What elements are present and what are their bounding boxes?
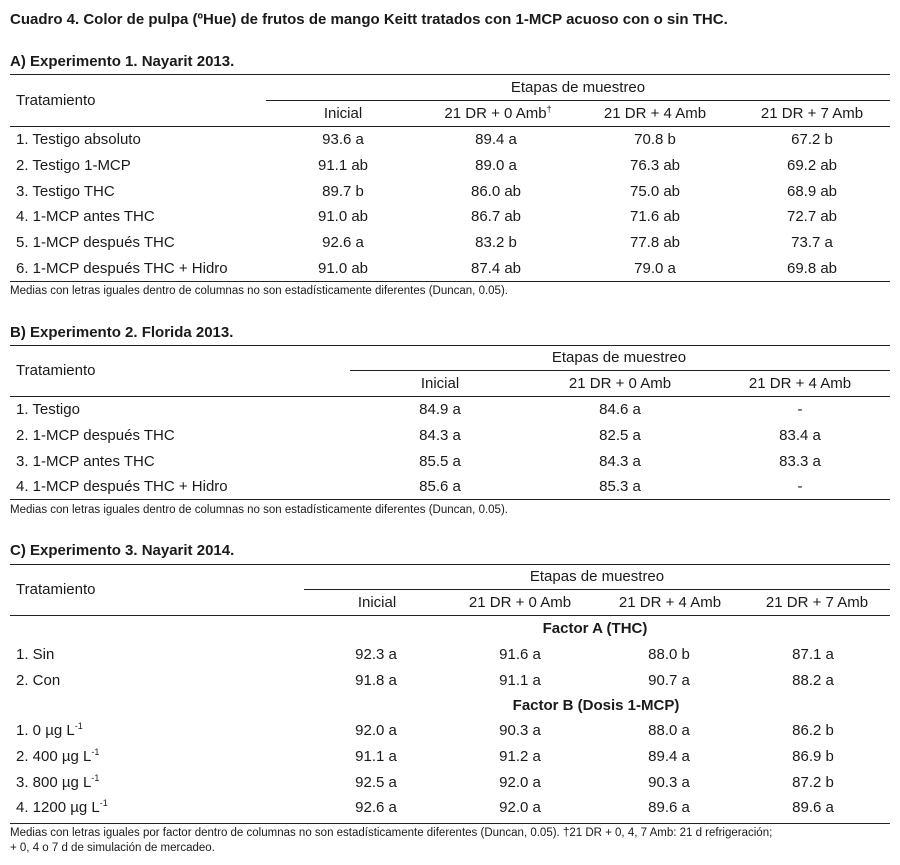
- exp3-col-4amb: 21 DR + 4 Amb: [618, 594, 722, 611]
- exp3-b-row-value: 90.3 a: [499, 722, 541, 739]
- exp2-row-value: 84.3 a: [599, 452, 641, 470]
- exp1-row-value: 91.1 ab: [317, 156, 369, 174]
- exp3-b-row-value: 86.2 b: [792, 722, 834, 739]
- exp3-a-row-label: 2. Con: [16, 671, 61, 689]
- exp1-row-value: 83.2 b: [475, 234, 517, 252]
- exp2-row-value: 84.9 a: [419, 401, 461, 418]
- exp1-row-label: 6. 1-MCP después THC + Hidro: [16, 260, 228, 277]
- exp2-title: B) Experimento 2. Florida 2013.: [10, 324, 234, 341]
- exp3-b-row-value: 88.0 a: [648, 722, 690, 739]
- exp2-row-value: 84.3 a: [419, 426, 461, 444]
- exp3-factor-a-heading: Factor A (THC): [542, 620, 648, 637]
- exp2-row-value: 85.3 a: [599, 478, 641, 496]
- exp3-stage-header: Etapas de muestreo: [529, 568, 665, 585]
- exp1-row-value: 91.0 ab: [317, 260, 369, 277]
- exp1-footnote: Medias con letras iguales dentro de columnas no son estadísticamente diferentes (Duncan, 0.05).: [10, 285, 508, 297]
- exp3-b-row-value: 89.6 a: [792, 799, 834, 817]
- exp3-b-row-label: 2. 400 µg $L^{-1}$: [16, 746, 100, 765]
- exp1-row-value: 69.2 ab: [786, 156, 838, 174]
- exp2-row-value: 85.5 a: [419, 452, 461, 470]
- exp3-factor-b-heading: Factor B (Dosis 1-MCP): [512, 697, 680, 714]
- exp1-row-value: 86.7 ab: [470, 208, 522, 226]
- exp1-row-label: 1. Testigo absoluto: [16, 131, 141, 148]
- exp2-row-label: 3. 1-MCP antes THC: [16, 452, 155, 470]
- exp1-row-value: 67.2 b: [791, 131, 833, 148]
- exp1-row-value: 89.0 a: [475, 156, 517, 174]
- exp1-row-value: 91.0 ab: [317, 208, 369, 226]
- exp2-top-rule: [10, 345, 890, 346]
- exp1-row-value: 76.3 ab: [629, 156, 681, 174]
- exp1-row-value: 77.8 ab: [629, 234, 681, 252]
- exp2-row-value: 84.6 a: [599, 401, 641, 418]
- exp3-a-row-value: 91.6 a: [499, 646, 541, 663]
- exp3-a-row-label: 1. Sin: [16, 646, 55, 663]
- exp1-col-inicial: Inicial: [323, 105, 363, 122]
- exp1-stage-rule: [266, 100, 890, 101]
- exp3-b-row-value: 87.2 b: [792, 773, 834, 791]
- exp2-row-value: 85.6 a: [419, 478, 461, 496]
- exp1-title: A) Experimento 1. Nayarit 2013.: [10, 53, 235, 70]
- exp3-col-7amb: 21 DR + 7 Amb: [765, 594, 869, 611]
- exp3-title: C) Experimento 3. Nayarit 2014.: [10, 542, 235, 559]
- exp3-b-row-value: 89.6 a: [648, 799, 690, 817]
- exp1-col-0amb: 21 DR + 0 Amb†: [444, 104, 552, 122]
- exp3-b-row-value: 90.3 a: [648, 773, 690, 791]
- exp1-col-7amb: 21 DR + 7 Amb: [760, 105, 864, 122]
- exp1-col-4amb: 21 DR + 4 Amb: [603, 105, 707, 122]
- exp2-row-label: 4. 1-MCP después THC + Hidro: [16, 478, 228, 496]
- exp3-b-row-value: 92.0 a: [499, 773, 541, 791]
- exp1-row-value: 93.6 a: [322, 131, 364, 148]
- exp1-bottom-rule: [10, 281, 890, 282]
- exp3-b-row-label: 3. 800 µg $L^{-1}$: [16, 772, 100, 791]
- exp2-row-value: 82.5 a: [599, 426, 641, 444]
- exp1-row-label: 5. 1-MCP después THC: [16, 234, 175, 252]
- exp1-row-value: 89.4 a: [475, 131, 517, 148]
- exp1-row-value: 92.6 a: [322, 234, 364, 252]
- exp2-bottom-rule: [10, 499, 890, 500]
- exp2-footnote: Medias con letras iguales dentro de columnas no son estadísticamente diferentes (Duncan, 0.05).: [10, 504, 508, 516]
- exp2-row-value: 83.4 a: [779, 426, 821, 444]
- exp1-row-value: 71.6 ab: [629, 208, 681, 226]
- exp3-bottom-rule: [10, 823, 890, 824]
- exp3-col-inicial: Inicial: [357, 594, 397, 611]
- exp2-stage-header: Etapas de muestreo: [551, 349, 687, 366]
- exp1-row-value: 69.8 ab: [786, 260, 838, 277]
- exp3-a-row-value: 88.0 b: [648, 646, 690, 663]
- exp1-top-rule: [10, 74, 890, 75]
- exp3-b-row-label: 4. 1200 µg $L^{-1}$: [16, 798, 108, 817]
- exp1-row-label: 3. Testigo THC: [16, 182, 115, 200]
- exp3-footnote-line2: + 0, 4 o 7 d de simulación de mercadeo.: [10, 842, 215, 854]
- exp3-a-row-value: 88.2 a: [792, 671, 834, 689]
- exp3-a-row-value: 91.1 a: [499, 671, 541, 689]
- exp2-header-rule: [10, 396, 890, 397]
- exp3-b-row-value: 91.1 a: [355, 747, 397, 765]
- exp2-col-0amb: 21 DR + 0 Amb: [568, 375, 672, 392]
- exp2-row-value: 83.3 a: [779, 452, 821, 470]
- exp2-row-label: 2. 1-MCP después THC: [16, 426, 175, 444]
- exp3-b-row-value: 92.5 a: [355, 773, 397, 791]
- exp1-row-value: 73.7 a: [791, 234, 833, 252]
- exp1-row-value: 89.7 b: [322, 182, 364, 200]
- exp3-b-row-value: 92.0 a: [355, 722, 397, 739]
- exp3-col-0amb: 21 DR + 0 Amb: [468, 594, 572, 611]
- exp3-a-row-value: 90.7 a: [648, 671, 690, 689]
- exp1-row-value: 68.9 ab: [786, 182, 838, 200]
- exp3-b-row-label: 1. 0 µg $L^{-1}$: [16, 721, 83, 739]
- exp3-top-rule: [10, 564, 890, 565]
- exp1-row-value: 72.7 ab: [786, 208, 838, 226]
- exp2-row-label: 1. Testigo: [16, 401, 80, 418]
- exp1-row-value: 75.0 ab: [629, 182, 681, 200]
- exp1-row-value: 79.0 a: [634, 260, 676, 277]
- exp3-a-row-value: 92.3 a: [355, 646, 397, 663]
- exp3-b-row-value: 86.9 b: [792, 747, 834, 765]
- exp3-b-row-value: 92.0 a: [499, 799, 541, 817]
- exp3-a-row-value: 91.8 a: [355, 671, 397, 689]
- exp2-col-4amb: 21 DR + 4 Amb: [748, 375, 852, 392]
- exp1-row-value: 87.4 ab: [470, 260, 522, 277]
- document-title: Cuadro 4. Color de pulpa (ºHue) de frutos de mango Keitt tratados con 1-MCP acuoso con o sin THC.: [10, 11, 728, 28]
- exp1-header-rule: [10, 126, 890, 127]
- exp1-row-value: 70.8 b: [634, 131, 676, 148]
- exp2-row-value: -: [797, 478, 803, 496]
- exp3-footnote-line1: Medias con letras iguales por factor dentro de columnas no son estadísticamente diferentes (Duncan, 0.05). †21 DR + 0, 4, 7 Amb: 21 d refrigeración;: [10, 827, 773, 839]
- exp1-stage-header: Etapas de muestreo: [510, 79, 646, 96]
- exp3-treatment-header: Tratamiento: [16, 581, 96, 598]
- exp3-a-row-value: 87.1 a: [792, 646, 834, 663]
- exp3-b-row-value: 92.6 a: [355, 799, 397, 817]
- exp1-row-label: 4. 1-MCP antes THC: [16, 208, 155, 226]
- exp3-b-row-value: 89.4 a: [648, 747, 690, 765]
- exp2-col-inicial: Inicial: [420, 375, 460, 392]
- exp2-row-value: -: [797, 401, 803, 418]
- exp2-treatment-header: Tratamiento: [16, 362, 96, 379]
- exp3-header-rule: [10, 615, 890, 616]
- exp2-stage-rule: [350, 370, 890, 371]
- exp3-stage-rule: [304, 589, 890, 590]
- exp1-row-value: 86.0 ab: [470, 182, 522, 200]
- exp1-treatment-header: Tratamiento: [16, 92, 96, 109]
- exp3-b-row-value: 91.2 a: [499, 747, 541, 765]
- exp1-row-label: 2. Testigo 1-MCP: [16, 156, 131, 174]
